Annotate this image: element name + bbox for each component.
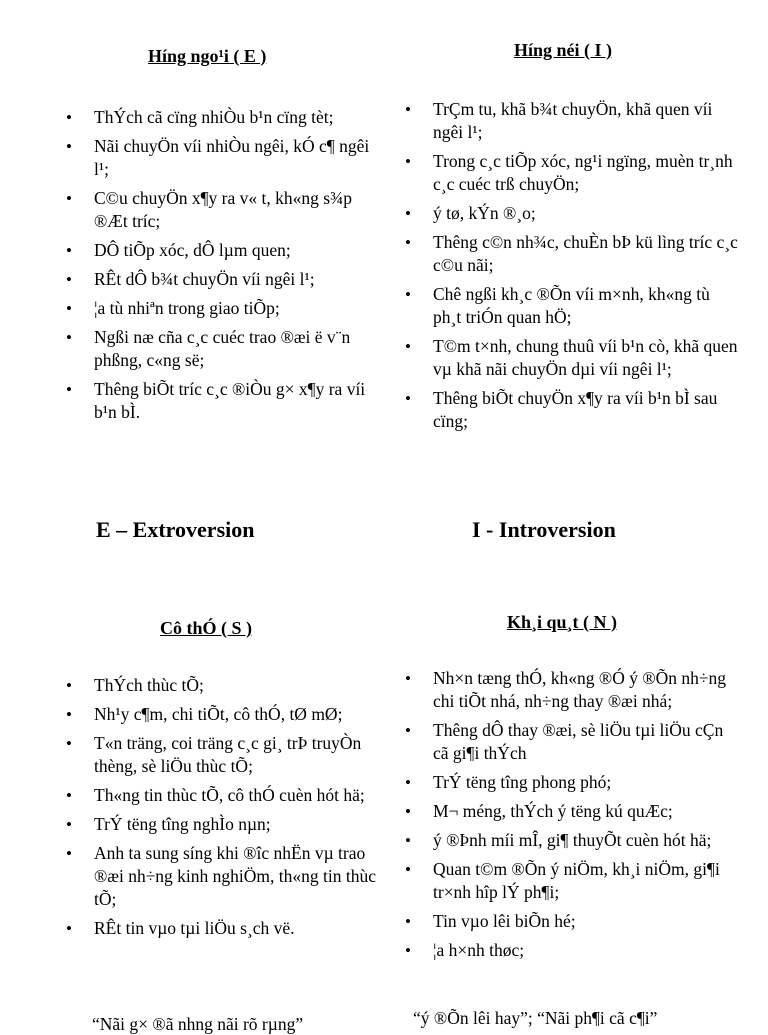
sensing-item: • Anh ta sung síng khi ®îc nhËn vµ trao ®æi nh÷ng kinh nghiÖm, th«ng tin thùc tÕ;	[66, 842, 376, 911]
sensing-list	[66, 674, 376, 946]
extroversion-label: E – Extroversion	[96, 517, 255, 542]
intuition-item: • TrÝ tëng tîng phong phó;	[405, 771, 740, 794]
introvert-item: • TrÇm tu, khã b¾t chuyÖn, khã quen víi ngêi l¹;	[405, 98, 740, 144]
sensing-item: • Th«ng tin thùc tÕ, cô thÓ cuèn hót hä;	[66, 784, 376, 807]
extrovert-list	[66, 106, 378, 430]
intuition-item: • Thêng dÔ thay ®æi, sè liÖu tµi liÖu cÇn cã gi¶i thÝch	[405, 719, 740, 765]
sensing-item: • TrÝ tëng tîng nghÌo nµn;	[66, 813, 376, 836]
heading-introvert: Híng néi ( I )	[514, 40, 613, 60]
sensing-item: • ThÝch thùc tÕ;	[66, 674, 376, 697]
extrovert-item: • RÊt dÔ b¾t chuyÖn víi ngêi l¹;	[66, 268, 378, 291]
extrovert-item: • Thêng biÕt tríc c¸c ®iÒu g× x¶y ra víi b¹n bÌ.	[66, 378, 378, 424]
introvert-item: • ý tø, kÝn ®¸o;	[405, 202, 740, 225]
introvert-item: • Trong c¸c tiÕp xóc, ng¹i ngïng, muèn tr¸nh c¸c cuéc trß chuyÖn;	[405, 150, 740, 196]
introvert-item: • Thêng biÕt chuyÖn x¶y ra víi b¹n bÌ sau cïng;	[405, 387, 740, 433]
extrovert-item: • DÔ tiÕp xóc, dÔ lµm quen;	[66, 239, 378, 262]
intuition-item: • Quan t©m ®Õn ý niÖm, kh¸i niÖm, gi¶i tr×nh hîp lÝ ph¶i;	[405, 858, 740, 904]
sensing-item: • RÊt tin vµo tµi liÖu s¸ch vë.	[66, 917, 376, 940]
intuition-item: • ¦a h×nh thøc;	[405, 939, 740, 962]
heading-intuition: Kh¸i qu¸t ( N )	[507, 612, 618, 632]
extrovert-item: • Nãi chuyÖn víi nhiÒu ngêi, kÓ c¶ ngêi l¹;	[66, 135, 378, 181]
extrovert-item: • ThÝch cã cïng nhiÒu b¹n cïng tèt;	[66, 106, 378, 129]
intuition-item: • ý ®Þnh míi mÎ, gi¶ thuyÕt cuèn hót hä;	[405, 829, 740, 852]
introvert-list	[405, 98, 740, 439]
intuition-item: • M¬ méng, thÝch ý tëng kú quÆc;	[405, 800, 740, 823]
intuition-quote: “ý ®Õn lêi hay”; “Nãi ph¶i cã c¶i”	[413, 1008, 658, 1028]
intuition-list	[405, 667, 740, 968]
sensing-item: • T«n träng, coi träng c¸c gi¸ trÞ truyÒn thèng, sè liÖu thùc tÕ;	[66, 732, 376, 778]
introvert-item: • Thêng c©n nh¾c, chuÈn bÞ kü lìng tríc c¸c c©u nãi;	[405, 231, 740, 277]
extrovert-item: • ¦a tù nhiªn trong giao tiÕp;	[66, 297, 378, 320]
intuition-item: • Nh×n tæng thÓ, kh«ng ®Ó ý ®Õn nh÷ng chi tiÕt nhá, nh÷ng thay ®æi nhá;	[405, 667, 740, 713]
extrovert-item: • Ngßi næ cña c¸c cuéc trao ®æi ë v¨n phßng, c«ng së;	[66, 326, 378, 372]
introvert-item: • Chê ngßi kh¸c ®Õn víi m×nh, kh«ng tù ph¸t triÓn quan hÖ;	[405, 283, 740, 329]
introversion-label: I - Introversion	[472, 517, 616, 542]
heading-sensing: Cô thÓ ( S )	[160, 618, 253, 638]
heading-extrovert: Híng ngo¹i ( E )	[148, 46, 267, 66]
intuition-item: • Tin vµo lêi biÕn hé;	[405, 910, 740, 933]
sensing-item: • Nh¹y c¶m, chi tiÕt, cô thÓ, tØ mØ;	[66, 703, 376, 726]
extrovert-item: • C©u chuyÖn x¶y ra v« t, kh«ng s¾p ®Æt tríc;	[66, 187, 378, 233]
introvert-item: • T©m t×nh, chung thuû víi b¹n cò, khã quen vµ khã nãi chuyÖn dµi víi ngêi l¹;	[405, 335, 740, 381]
sensing-quote: “Nãi g× ®ã nhng nãi rõ rµng”	[92, 1014, 304, 1034]
